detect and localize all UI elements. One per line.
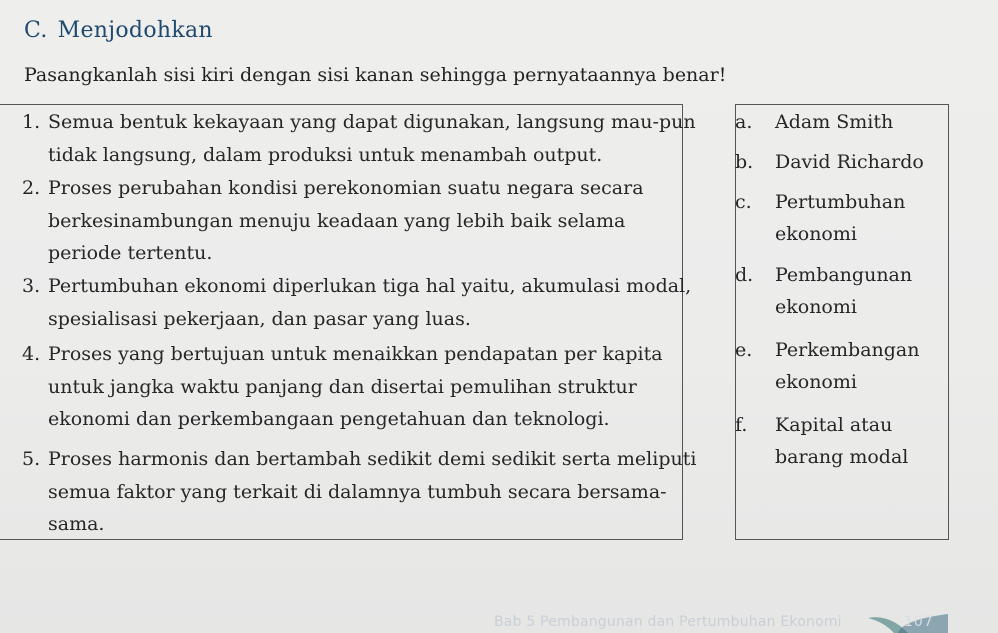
option-letter: b. <box>735 151 754 173</box>
page-number: 107 <box>904 614 934 630</box>
section-letter: C. <box>24 18 48 43</box>
option-letter: c. <box>735 191 752 213</box>
statement-number: 1. <box>22 111 41 133</box>
instruction-text: Pasangkanlah sisi kiri dengan sisi kanan sehingga pernyataannya benar! <box>24 64 727 86</box>
statement-number: 5. <box>22 448 41 470</box>
option-item-e <box>735 334 945 398</box>
section-title <box>24 18 213 43</box>
option-text: Pembangunan ekonomi <box>775 264 913 318</box>
option-item-a <box>735 106 945 138</box>
statement-item-4 <box>22 338 698 436</box>
section-title-text: Menjodohkan <box>57 18 213 43</box>
statement-number: 3. <box>22 275 41 297</box>
option-item-b <box>735 146 945 178</box>
statement-text: Semua bentuk kekayaan yang dapat digunakan, langsung mau-pun tidak langsung, dalam produksi untuk menambah output. <box>48 111 696 166</box>
statement-item-3 <box>22 270 698 335</box>
option-item-d <box>735 259 945 323</box>
option-item-c <box>735 186 945 250</box>
option-text: Adam Smith <box>775 111 894 133</box>
option-text: Kapital atau barang modal <box>775 414 909 468</box>
statement-item-2 <box>22 172 698 270</box>
option-text: David Richardo <box>775 151 924 173</box>
statement-text: Pertumbuhan ekonomi diperlukan tiga hal yaitu, akumulasi modal, spesialisasi pekerjaan, dan pasar yang luas. <box>48 275 692 330</box>
statement-text: Proses harmonis dan bertambah sedikit demi sedikit serta meliputi semua faktor yang terkait di dalamnya tumbuh secara bersama-sama. <box>48 448 697 535</box>
statement-text: Proses perubahan kondisi perekonomian suatu negara secara berkesinambungan menuju keadaan yang lebih baik selama periode tertentu. <box>48 177 644 264</box>
statement-number: 4. <box>22 343 41 365</box>
option-letter: e. <box>735 339 753 361</box>
option-text: Pertumbuhan ekonomi <box>775 191 906 245</box>
statement-text: Proses yang bertujuan untuk menaikkan pendapatan per kapita untuk jangka waktu panjang dan disertai pemulihan struktur ekonomi dan perkembangaan pengetahuan dan teknologi. <box>48 343 663 430</box>
option-letter: d. <box>735 264 754 286</box>
option-item-f <box>735 409 945 473</box>
chapter-title: Bab 5 Pembangunan dan Pertumbuhan Ekonomi <box>494 614 842 630</box>
statement-item-5 <box>22 443 698 541</box>
option-text: Perkembangan ekonomi <box>775 339 920 393</box>
statement-item-1 <box>22 106 698 171</box>
statement-number: 2. <box>22 177 41 199</box>
page-footer <box>490 612 998 633</box>
option-letter: a. <box>735 111 753 133</box>
option-letter: f. <box>735 414 748 436</box>
